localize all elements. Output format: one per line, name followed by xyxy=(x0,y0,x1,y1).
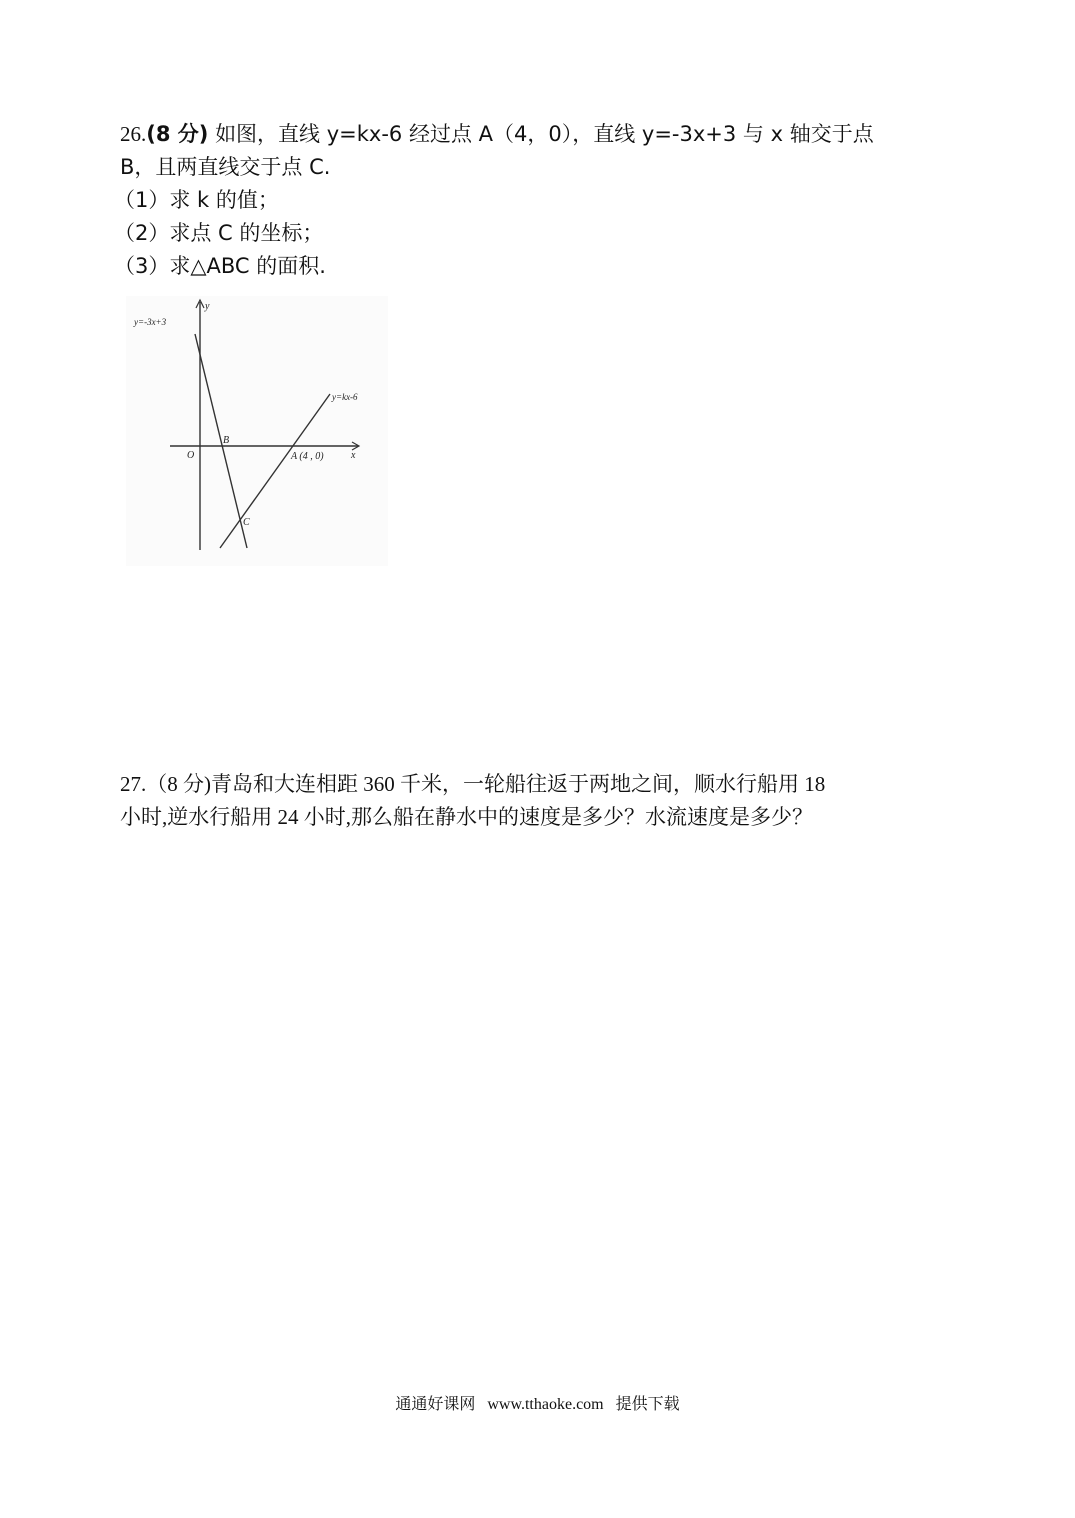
label-point-a: A (4 , 0) xyxy=(291,451,324,462)
coordinate-figure xyxy=(126,296,388,566)
sub-question-3: （3）求△ABC 的面积. xyxy=(114,254,326,278)
label-origin: O xyxy=(187,450,195,461)
label-point-c: C xyxy=(243,517,250,528)
footer-note: 提供下载 xyxy=(615,1396,680,1413)
question-27-line-1: 27.（8 分)青岛和大连相距 360 千米，一轮船往返于两地之间，顺水行船用 18 xyxy=(120,772,826,796)
question-points: (8 分) xyxy=(146,122,209,146)
figure-svg xyxy=(126,296,388,566)
footer-url[interactable]: www.tthaoke.com xyxy=(487,1396,604,1413)
page-footer xyxy=(0,1391,1075,1414)
question-number: 26. xyxy=(120,122,147,146)
label-line-1: y=-3x+3 xyxy=(134,317,167,327)
question-stem-line-1: 如图，直线 y=kx-6 经过点 A（4，0），直线 y=-3x+3 与 x 轴交于点 xyxy=(215,122,874,146)
label-y-axis: y xyxy=(205,301,210,312)
question-26 xyxy=(114,118,970,283)
question-27-line-2: 小时,逆水行船用 24 小时,那么船在静水中的速度是多少？水流速度是多少？ xyxy=(120,805,813,829)
label-point-b: B xyxy=(223,435,230,446)
question-stem-line-2: B，且两直线交于点 C. xyxy=(120,155,331,179)
footer-site-name: 通通好课网 xyxy=(395,1396,476,1413)
label-x-axis: x xyxy=(351,450,356,461)
sub-question-1: （1）求 k 的值； xyxy=(114,188,279,212)
figure-background xyxy=(126,296,388,566)
label-line-2: y=kx-6 xyxy=(332,392,358,402)
question-27 xyxy=(120,768,980,834)
sub-question-2: （2）求点 C 的坐标； xyxy=(114,221,324,245)
question-26-stem xyxy=(120,118,970,151)
